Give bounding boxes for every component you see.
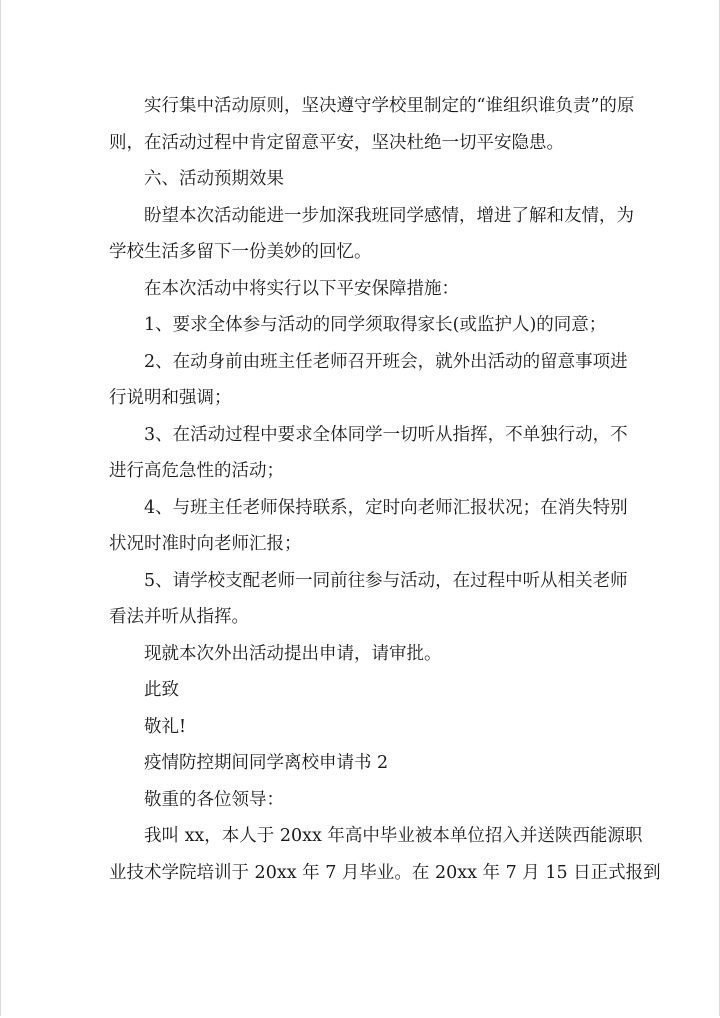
document-title: 疫情防控期间同学离校申请书 2 <box>144 753 389 773</box>
paragraph-line: 实行集中活动原则，坚决遵守学校里制定的“谁组织谁负责”的原 <box>144 96 635 116</box>
list-item: 2、在动身前由班主任老师召开班会，就外出活动的留意事项进 <box>144 351 628 372</box>
list-item-continuation: 状况时准时向老师汇报； <box>109 534 302 554</box>
list-item: 5、请学校支配老师一同前往参与活动，在过程中听从相关老师 <box>144 570 628 591</box>
document-body <box>109 88 661 891</box>
paragraph-line: 则，在活动过程中肯定留意平安，坚决杜绝一切平安隐患。 <box>109 132 564 153</box>
list-item: 3、在活动过程中要求全体同学一切听从指挥，不单独行动，不 <box>144 424 628 445</box>
list-item-continuation: 进行高危急性的活动； <box>109 461 284 481</box>
paragraph-line: 在本次活动中将实行以下平安保障措施： <box>144 278 459 299</box>
paragraph-line: 业技术学院培训于 20xx 年 7 月毕业。在 20xx 年 7 月 15 日正式报到 <box>109 862 661 883</box>
closing-salute: 敬礼! <box>144 716 187 737</box>
list-item: 1、要求全体参与活动的同学须取得家长(或监护人)的同意； <box>144 315 607 335</box>
paragraph-line: 现就本次外出活动提出申请，请审批。 <box>144 643 442 664</box>
paragraph-line: 学校生活多留下一份美妙的回忆。 <box>109 242 372 262</box>
list-item-continuation: 看法并听从指挥。 <box>109 607 249 627</box>
list-item-continuation: 行说明和强调； <box>109 388 232 408</box>
salutation: 敬重的各位领导： <box>144 789 284 810</box>
section-heading: 六、活动预期效果 <box>144 169 284 189</box>
paragraph-line: 盼望本次活动能进一步加深我班同学感情，增进了解和友情，为 <box>144 205 634 226</box>
paragraph-line: 我叫 xx，本人于 20xx 年高中毕业被本单位招入并送陕西能源职 <box>144 826 643 846</box>
list-item: 4、与班主任老师保持联系，定时向老师汇报状况；在消失特别 <box>144 497 628 518</box>
closing-line: 此致 <box>144 680 179 700</box>
